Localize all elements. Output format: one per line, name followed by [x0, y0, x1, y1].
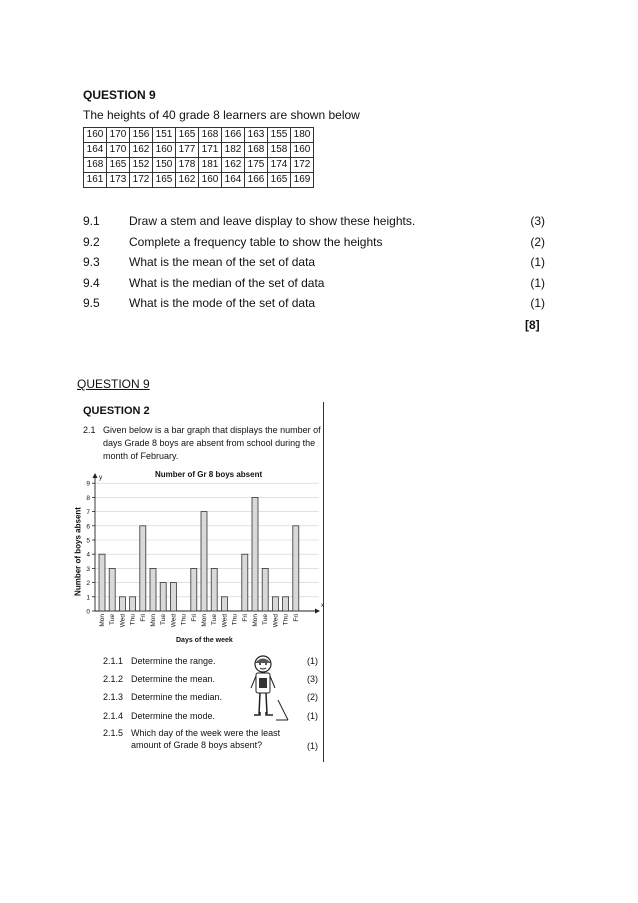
height-cell: 158	[268, 143, 291, 158]
height-cell: 174	[268, 158, 291, 173]
question-marks: (1)	[530, 276, 545, 290]
bar-tue	[211, 568, 217, 611]
x-tick-label: Tue	[109, 614, 117, 625]
x-tick-label: Thu	[180, 614, 188, 626]
question-text: What is the mean of the set of data	[129, 255, 316, 269]
height-cell: 168	[245, 143, 268, 158]
bar-wed	[221, 597, 227, 611]
heights-row	[84, 173, 314, 188]
height-cell: 177	[176, 143, 199, 158]
bar-wed	[170, 583, 176, 611]
height-cell: 171	[199, 143, 222, 158]
height-cell: 173	[107, 173, 130, 188]
sub-question-marks: (3)	[307, 674, 318, 684]
height-cell: 169	[291, 173, 314, 188]
question-number: 9.4	[83, 276, 100, 290]
sub-question-number: 2.1.1	[103, 656, 124, 666]
sub-question-marks: (2)	[307, 692, 318, 702]
heights-row	[84, 128, 314, 143]
question-text: Complete a frequency table to show the heights	[129, 235, 383, 249]
question-number: 9.2	[83, 235, 100, 249]
sub-question-text: Determine the median.	[131, 692, 223, 702]
question-text: What is the mode of the set of data	[129, 296, 316, 310]
x-tick-label: Thu	[231, 614, 239, 626]
sub-question-marks: (1)	[307, 656, 318, 666]
x-tick-label: Fri	[241, 614, 249, 622]
y-tick-label: 8	[86, 494, 90, 502]
x-tick-label: Wed	[170, 614, 178, 628]
x-tick-label: Mon	[252, 614, 259, 627]
x-tick-label: Fri	[190, 614, 198, 622]
sub-question-text: Determine the range.	[131, 656, 216, 666]
x-axis-arrow	[315, 609, 320, 614]
height-cell: 160	[291, 143, 314, 158]
question-9-intro: The heights of 40 grade 8 learners are shown below	[83, 108, 360, 122]
height-cell: 151	[153, 128, 176, 143]
height-cell: 175	[245, 158, 268, 173]
x-tick-label: Wed	[221, 614, 229, 628]
question-2-1-text: Given below is a bar graph that displays the number of days Grade 8 boys are absent from school during the month of February.	[103, 425, 321, 461]
height-cell: 160	[153, 143, 176, 158]
height-cell: 152	[130, 158, 153, 173]
bar-thu	[283, 597, 289, 611]
x-tick-label: Fri	[292, 614, 300, 622]
bar-mon	[201, 512, 207, 611]
y-tick-label: 2	[86, 580, 90, 588]
sub-question-number: 2.1.4	[103, 711, 124, 721]
y-tick-label: 7	[86, 509, 90, 517]
sub-question-item	[103, 727, 320, 755]
y-tick-label: 0	[86, 608, 90, 616]
question-2-1-number: 2.1	[83, 425, 96, 435]
y-tick-label: 5	[86, 537, 90, 545]
height-cell: 166	[222, 128, 245, 143]
height-cell: 172	[130, 173, 153, 188]
question-number: 9.5	[83, 296, 100, 310]
y-tick-label: 1	[86, 594, 90, 602]
height-cell: 170	[107, 143, 130, 158]
bar-mon	[99, 554, 105, 611]
height-cell: 162	[130, 143, 153, 158]
question-item	[83, 214, 545, 230]
height-cell: 165	[268, 173, 291, 188]
question-number: 9.3	[83, 255, 100, 269]
height-cell: 160	[199, 173, 222, 188]
question-marks: (1)	[530, 296, 545, 310]
x-tick-label: Wed	[272, 614, 280, 628]
question-marks: (3)	[530, 214, 545, 228]
height-cell: 181	[199, 158, 222, 173]
question-marks: (2)	[530, 235, 545, 249]
bar-tue	[109, 568, 115, 611]
bar-fri	[293, 526, 299, 611]
bar-fri	[140, 526, 146, 611]
sub-question-number: 2.1.5	[103, 728, 124, 738]
height-cell: 165	[176, 128, 199, 143]
x-tick-label: Thu	[282, 614, 290, 626]
sub-question-text: Determine the mean.	[131, 674, 216, 684]
question-item	[83, 276, 545, 292]
bar-mon	[252, 497, 258, 611]
question-text: What is the median of the set of data	[129, 276, 325, 290]
question-item	[83, 255, 545, 271]
height-cell: 180	[291, 128, 314, 143]
y-axis-arrow	[93, 473, 98, 478]
question-number: 9.1	[83, 214, 100, 228]
height-cell: 165	[107, 158, 130, 173]
y-tick-label: 6	[86, 523, 90, 531]
bar-tue	[262, 568, 268, 611]
height-cell: 156	[130, 128, 153, 143]
question-marks: (1)	[530, 255, 545, 269]
question-9-total: [8]	[525, 318, 540, 332]
height-cell: 182	[222, 143, 245, 158]
question-text: Draw a stem and leave display to show these heights.	[129, 214, 416, 228]
x-tick-label: Wed	[119, 614, 127, 628]
x-tick-label: Tue	[262, 614, 270, 625]
x-tick-label: Mon	[150, 614, 157, 627]
y-tick-label: 9	[86, 480, 90, 488]
heights-row	[84, 143, 314, 158]
height-cell: 160	[84, 128, 107, 143]
y-tick-label: 3	[86, 565, 90, 573]
height-cell: 155	[268, 128, 291, 143]
sub-question-number: 2.1.3	[103, 692, 124, 702]
height-cell: 168	[199, 128, 222, 143]
x-tick-label: Tue	[211, 614, 219, 625]
height-cell: 150	[153, 158, 176, 173]
y-tick-label: 4	[86, 551, 90, 559]
height-cell: 166	[245, 173, 268, 188]
height-cell: 164	[222, 173, 245, 188]
height-cell: 168	[84, 158, 107, 173]
sub-question-text: Determine the mode.	[131, 711, 216, 721]
x-tick-label: Mon	[99, 614, 106, 627]
height-cell: 165	[153, 173, 176, 188]
bar-thu	[130, 597, 136, 611]
bar-fri	[191, 568, 197, 611]
bar-wed	[119, 597, 125, 611]
bar-mon	[150, 568, 156, 611]
height-cell: 161	[84, 173, 107, 188]
chart-y-label: Number of boys absent	[73, 507, 83, 596]
height-cell: 162	[176, 173, 199, 188]
question-2-title: QUESTION 2	[83, 405, 150, 417]
heights-table	[83, 127, 314, 188]
sub-question-number: 2.1.2	[103, 674, 124, 684]
sub-question-marks: (1)	[307, 711, 318, 721]
chart-title: Number of Gr 8 boys absent	[155, 470, 263, 479]
question-item	[83, 235, 545, 251]
sub-question-marks: (1)	[307, 741, 318, 751]
x-axis-symbol: x	[321, 603, 324, 609]
chart-x-label: Days of the week	[176, 637, 233, 644]
heights-row	[84, 158, 314, 173]
height-cell: 163	[245, 128, 268, 143]
y-axis-symbol: y	[99, 474, 103, 481]
bar-wed	[272, 597, 278, 611]
height-cell: 178	[176, 158, 199, 173]
question-9-title: QUESTION 9	[83, 88, 156, 102]
bar-tue	[160, 583, 166, 611]
sub-question-text: Which day of the week were the least amount of Grade 8 boys absent?	[131, 728, 281, 750]
x-tick-label: Thu	[129, 614, 137, 626]
x-tick-label: Mon	[201, 614, 208, 627]
question-item	[83, 296, 545, 312]
cartoon-boy-icon	[250, 654, 290, 726]
height-cell: 162	[222, 158, 245, 173]
height-cell: 172	[291, 158, 314, 173]
question-9-heading-repeat: QUESTION 9	[77, 377, 150, 391]
x-tick-label: Tue	[160, 614, 168, 625]
height-cell: 170	[107, 128, 130, 143]
bar-fri	[242, 554, 248, 611]
absence-bar-chart	[75, 470, 325, 640]
height-cell: 164	[84, 143, 107, 158]
x-tick-label: Fri	[139, 614, 147, 622]
